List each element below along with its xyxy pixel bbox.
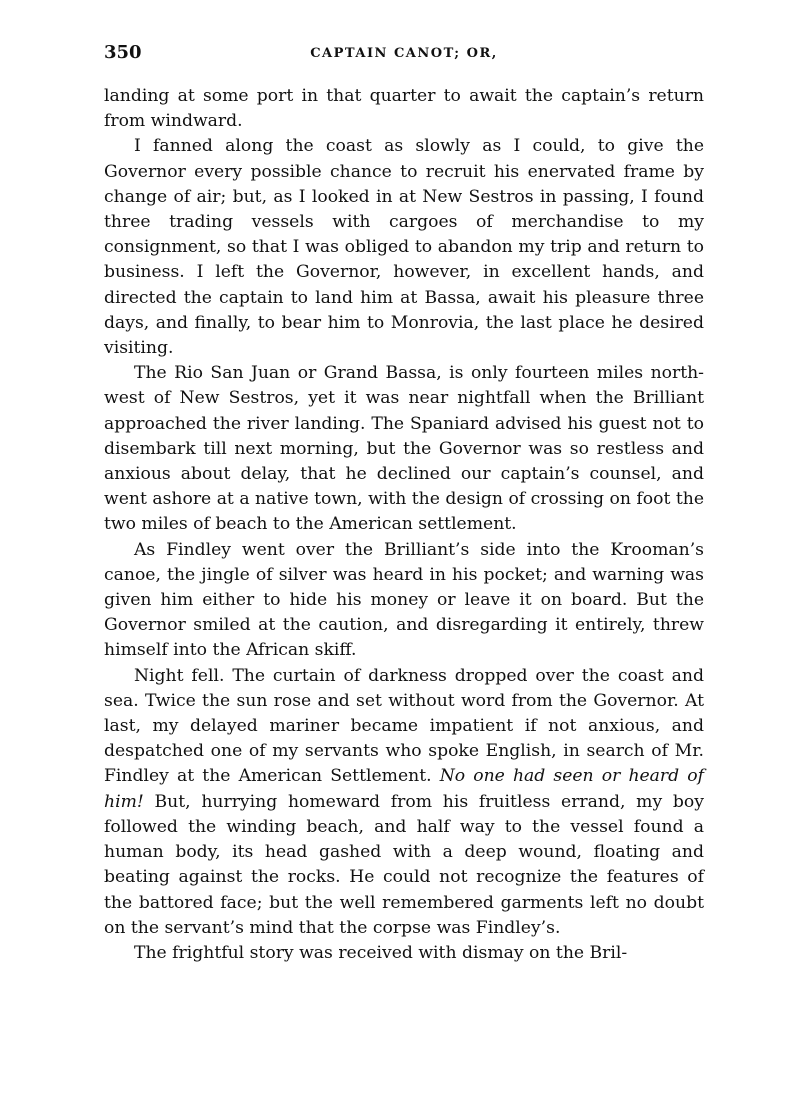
paragraph-6: The frightful story was received with dismay on the Bril- — [134, 942, 628, 963]
paragraph-3: The Rio San Juan or Grand Bassa, is only fourteen miles north-west of New Sestros, yet it was near nightfall when the Brilliant approached the river landing. The Spaniard advised his guest not to disembark till next morning, but the Governor was so restless and anxious about delay, that he declined our captain’s counsel, and went ashore at a native town, with the design of crossing on foot the two miles of beach to the American settlement. — [104, 363, 704, 535]
body-text — [104, 84, 704, 966]
running-head: CAPTAIN CANOT; OR, — [310, 46, 498, 61]
page-number: 350 — [104, 42, 142, 63]
paragraph-1: landing at some port in that quarter to await the captain’s return from windward. — [104, 86, 704, 132]
page-header — [104, 42, 704, 68]
paragraph-5-text-before: Night fell. The curtain of darkness dropped over the coast and sea. Twice the sun rose and set without word from the Governor. At last, my delayed mariner became impatient if not anxious, and despatched one of my servants who spoke English, in search of Mr. Findley at the American Settlement. — [104, 665, 704, 787]
paragraph-4: As Findley went over the Brilliant’s side into the Krooman’s canoe, the jingle of silver was heard in his pocket; and warning was given him either to hide his money or leave it on board. But the Governor smiled at the caution, and disregarding it entirely, threw himself into the African skiff. — [104, 539, 704, 661]
paragraph-2: I fanned along the coast as slowly as I could, to give the Governor every possible chance to recruit his enervated frame by change of air; but, as I looked in at New Sestros in passing, I found three trading vessels with cargoes of merchandise to my consignment, so that I was obliged to abandon my trip and return to business. I left the Governor, however, in excellent hands, and directed the captain to land him at Bassa, await his pleasure three days, and finally, to bear him to Monrovia, the last place he desired visiting. — [104, 136, 704, 359]
italic-quote: No one had seen or heard of him! — [104, 766, 704, 812]
paragraph-5 — [104, 664, 704, 941]
paragraph-5-text-after: But, hurrying homeward from his fruitless errand, my boy followed the winding beach, and half way to the vessel found a human body, its head gashed with a deep wound, floating and beating against the rocks. He could not recognize the features of the battored face; but the well remembered garments left no doubt on the servant’s mind that the corpse was Findley’s. — [104, 791, 704, 938]
